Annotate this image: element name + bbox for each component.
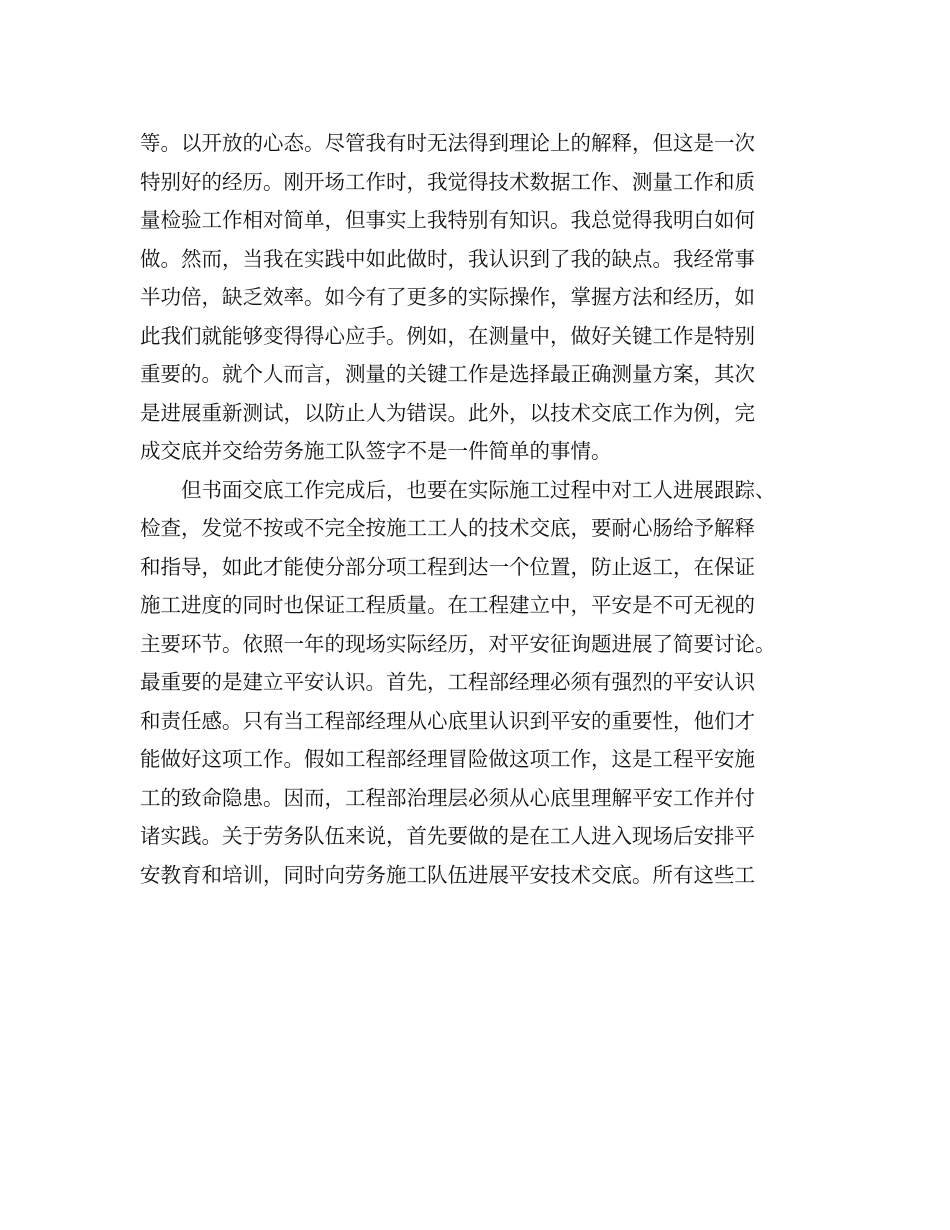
text-line: 重要的。就个人而言，测量的关键工作是选择最正确测量方案，其次 <box>140 362 755 386</box>
text-line: 安教育和培训，同时向劳务施工队伍进展平安技术交底。所有这些工 <box>140 862 755 887</box>
text-line: 是进展重新测试，以防止人为错误。此外，以技术交底工作为例，完 <box>140 400 755 425</box>
text-line: 量检验工作相对简单，但事实上我特别有知识。我总觉得我明白如何 <box>140 208 755 232</box>
text-line: 检查，发觉不按或不完全按施工工人的技术交底，要耐心肠给予解释 <box>140 516 755 540</box>
text-line: 诸实践。关于劳务队伍来说，首先要做的是在工人进入现场后安排平 <box>140 824 755 848</box>
text-line: 工的致命隐患。因而，工程部治理层必须从心底里理解平安工作并付 <box>140 785 755 810</box>
text-line: 等。以开放的心态。尽管我有时无法得到理论上的解释，但这是一次 <box>140 131 755 155</box>
text-line: 和指导，如此才能使分部分项工程到达一个位置，防止返工，在保证 <box>140 554 755 579</box>
body-text <box>140 124 820 894</box>
text-line: 和责任感。只有当工程部经理从心底里认识到平安的重要性，他们才 <box>140 708 755 733</box>
text-line: 最重要的是建立平安认识。首先，工程部经理必须有强烈的平安认识 <box>140 670 755 694</box>
text-line: 特别好的经历。刚开场工作时，我觉得技术数据工作、测量工作和质 <box>140 169 755 194</box>
text-line: 主要环节。依照一年的现场实际经历，对平安征询题进展了简要讨论。 <box>140 631 776 656</box>
text-line: 此我们就能够变得得心应手。例如，在测量中，做好关键工作是特别 <box>140 323 755 348</box>
text-line: 成交底并交给劳务施工队签字不是一件简单的事情。 <box>140 439 612 463</box>
text-line: 但书面交底工作完成后，也要在实际施工过程中对工人进展跟踪、 <box>140 477 776 502</box>
text-line: 半功倍，缺乏效率。如今有了更多的实际操作，掌握方法和经历，如 <box>140 285 755 309</box>
text-line: 能做好这项工作。假如工程部经理冒险做这项工作，这是工程平安施 <box>140 747 755 771</box>
text-line: 做。然而，当我在实践中如此做时，我认识到了我的缺点。我经常事 <box>140 246 755 271</box>
text-line: 施工进度的同时也保证工程质量。在工程建立中，平安是不可无视的 <box>140 593 755 617</box>
